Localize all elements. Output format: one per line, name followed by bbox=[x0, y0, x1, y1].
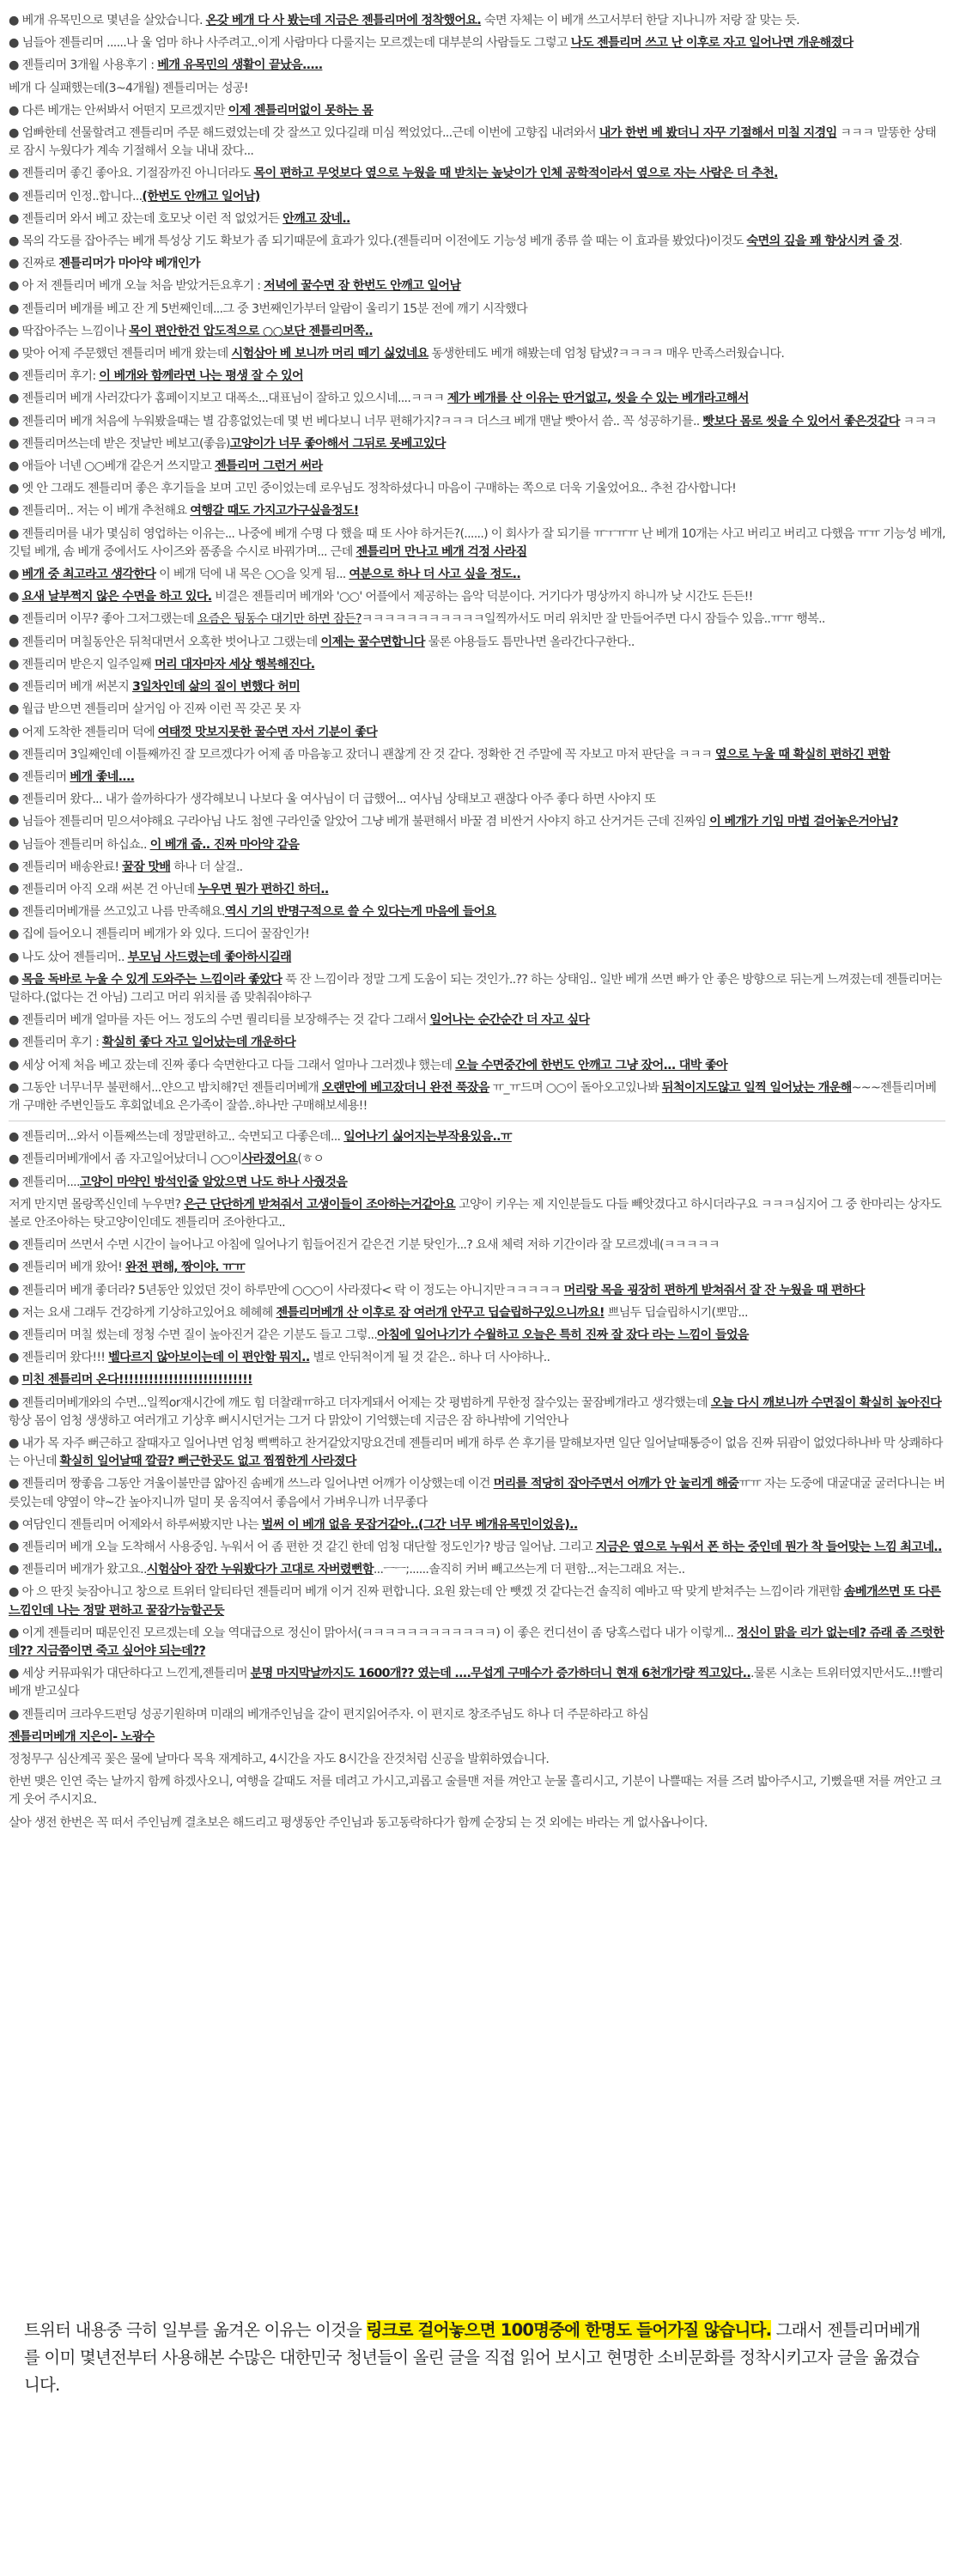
review-item bbox=[9, 435, 945, 453]
review-item bbox=[9, 678, 945, 696]
review-item bbox=[9, 836, 945, 854]
footer-text-2: 그래서 젠틀리머베개를 이미 몇년전부터 사용해본 수많은 대한민국 청년들이 올린 글을 직접 읽어 보시고 현명한 소비문화를 정착시키고자 글을 옮겼습니다. bbox=[24, 2320, 921, 2395]
review-text: 항상 몸이 엄청 생생하고 여러개고 기상후 뻐시시던거는 그거 다 맑았이 기억했는데 지금은 잠 하나밖에 기억안나 bbox=[9, 1413, 568, 1428]
review-item bbox=[9, 1394, 945, 1431]
review-item bbox=[9, 903, 945, 921]
highlight-text: 옆으로 누울 때 확실히 편하긴 편함 bbox=[714, 747, 890, 762]
review-text: 비결은 젠틀리머 베개와 '○○' 어플에서 제공하는 음악 덕분이다. 거기다가 명상까지 하니까 낮 시간도 든든!! bbox=[211, 590, 753, 605]
review-item bbox=[9, 1327, 945, 1345]
highlight-text: 저녁에 꿀수면 잠 한번도 안깨고 일어남 bbox=[264, 279, 461, 294]
review-text: 하나 더 살걸.. bbox=[170, 860, 243, 874]
review-text: ● 세상 어제 처음 베고 잤는데 진짜 좋다 숙면한다고 다들 그래서 얼마나 그러겠냐 했는데 bbox=[9, 1058, 456, 1072]
highlight-text: 베개 좋네.... bbox=[70, 769, 135, 784]
review-text: 이 베개 덕에 내 목은 ○○을 잊게 됨... bbox=[155, 568, 349, 582]
review-item bbox=[9, 526, 945, 562]
review-text: ● 어제 도착한 젠틀리머 덕에 bbox=[9, 725, 158, 739]
review-item bbox=[9, 1282, 945, 1300]
review-text: .물론 시초는 트위터였지만서도..!!빨리 베개 받고싶다 bbox=[9, 1667, 944, 1699]
highlight-text: 여분으로 하나 더 사고 싶을 정도.. bbox=[349, 568, 521, 582]
review-text: ● bbox=[9, 590, 22, 605]
review-item bbox=[9, 480, 945, 498]
review-item bbox=[9, 656, 945, 674]
review-item bbox=[9, 210, 945, 228]
review-text: ● 젠틀리머 쓰면서 수면 시간이 늘어나고 아침에 일어나기 힘들어진거 같은건 기분 탓인가...? 요새 체력 저하 기간이라 잘 모르겠네(ㅋㅋㅋㅋㅋ bbox=[9, 1238, 720, 1253]
highlight-text: 분명 마지막날까지도 1600개?? 였는데 ....무섭게 구매수가 증가하더니 현재 6천개가량 찍고있다.. bbox=[250, 1667, 751, 1681]
review-item bbox=[9, 611, 945, 629]
review-text: (ㅎㅇ bbox=[297, 1152, 325, 1167]
highlight-text: 꿀잠 맛배 bbox=[122, 860, 171, 874]
review-item bbox=[9, 701, 945, 719]
review-text: ...ㅡㅡ;......솔직히 커버 빼고쓰는게 더 편함...저는그래요 저는.. bbox=[373, 1563, 685, 1577]
highlight-text: 머리를 적당히 잡아주면서 어깨가 안 눌리게 해줌 bbox=[493, 1477, 739, 1492]
review-text: ● 내가 목 자주 뻐근하고 잘때자고 일어나면 엄청 뻑뻑하고 찬거같았지망요건데 젠틀리머 베개 하루 쓴 후기를 말해보자면 일단 일어날때통증이 없음 진짜 뒤괌이 없었다하나바 막 상쾌하다는 아닌데 bbox=[9, 1437, 943, 1469]
review-item bbox=[9, 1665, 945, 1701]
review-item bbox=[9, 1349, 945, 1367]
review-text: ● bbox=[9, 568, 22, 582]
review-text: ● 젠틀리머 왔다... 내가 쓸까하다가 생각해보니 나보다 울 여사님이 더 급했어... 여사님 상태보고 괜찮다 아주 좋다 하면 사야지 또 bbox=[9, 793, 656, 807]
review-item bbox=[9, 1034, 945, 1052]
review-text: 요즘은 뒹동수 대기만 하면 잠든? bbox=[197, 612, 362, 627]
review-item bbox=[9, 1814, 945, 1832]
highlight-text: 지금은 옆으로 누워서 폰 하는 중인데 뭔가 착 들어맞는 느낌 최고네.. bbox=[595, 1540, 942, 1555]
review-item bbox=[9, 34, 945, 52]
highlight-text: (한번도 안깨고 일어남) bbox=[142, 189, 260, 204]
review-item bbox=[9, 1539, 945, 1557]
review-text: ● 젠틀리머 좋긴 좋아요. 기절잠까진 아니더라도 bbox=[9, 167, 254, 181]
review-item bbox=[9, 746, 945, 764]
review-text: ● 엣 안 그래도 젠틀리머 좋은 후기들을 보며 고민 중이었는데 로우님도 정착하셨다니 마음이 구매하는 쪽으로 더욱 기울었어요.. 추천 감사합니다! bbox=[9, 482, 737, 496]
review-text: ~~~젠틀리머베개 구매한 주변인들도 후회없네요 은가족이 잘씀..하나만 구매해보세용!! bbox=[9, 1080, 937, 1113]
review-item bbox=[9, 971, 945, 1007]
highlight-text: 젠틀리머베개 산 이후로 잠 여러개 안꾸고 딥슬립하구있으니까요! bbox=[276, 1305, 605, 1320]
highlight-text: 안깨고 잤네.. bbox=[283, 211, 350, 226]
review-item bbox=[9, 413, 945, 431]
review-text: ● 님들아 젠틀리머 ......나 울 엄마 하나 사주려고..이게 사람마다 다룰지는 모르겠는데 대부분의 사람들도 그렇고 bbox=[9, 36, 571, 51]
review-text: ● 세상 커뮤파워가 대단하다고 느낀게,젠틀리머 bbox=[9, 1667, 251, 1681]
highlight-text: 고양이가 너무 좋아해서 그뒤로 못베고있다 bbox=[229, 436, 446, 451]
highlight-text: 미친 젠틀리머 온다!!!!!!!!!!!!!!!!!!!!!!!!!!! bbox=[21, 1373, 252, 1388]
highlight-text: 목이 편안한건 압도적으로 ○○보단 젠틀리머쪽.. bbox=[129, 324, 373, 338]
highlight-text: 젠틀리머 그런거 써라 bbox=[214, 459, 323, 474]
highlight-text: 역시 기의 반명구적으로 쓸 수 있다는게 마음에 들어요 bbox=[224, 905, 496, 920]
review-text: ● 엄빠한테 선물할려고 젠틀리머 주문 해드렸었는데 갓 잘쓰고 있다길래 미심 쩍었었다...근데 이번에 고향집 내려와서 bbox=[9, 126, 599, 141]
review-text: ● 나도 샀어 젠틀리머.. bbox=[9, 950, 128, 964]
review-item bbox=[9, 502, 945, 520]
review-item bbox=[9, 255, 945, 273]
highlight-text: 정신이 맑을 리가 없는데? 쥬래 좀 즈럿한데?? 지금쯤이면 죽고 싶어야 되는데?? bbox=[9, 1625, 945, 1659]
highlight-text: 부모님 사드렸는데 좋아하시길래 bbox=[127, 950, 292, 964]
review-item bbox=[9, 1196, 945, 1232]
review-text: ● 아 저 젠틀리머 베개 오늘 처음 받았거든요후기 : bbox=[9, 279, 264, 294]
review-text: 고양이 키우는 제 지인분들도 다들 빼앗겼다고 하시더라구요 ㅋㅋㅋ심지어 그 중 한마리는 상자도 볼로 안조아하는 탓고양이인데도 젠틀리머 조아한다고.. bbox=[9, 1197, 942, 1230]
review-text: ● 젠틀리머.. 저는 이 베개 추천해요 bbox=[9, 504, 191, 519]
highlight-text: 오늘 수면중간에 한번도 안깨고 그냥 잤어... 대박 좋아 bbox=[455, 1058, 728, 1072]
review-item bbox=[9, 1128, 945, 1146]
review-text: ● 월급 받으면 젠틀리머 살거임 아 진짜 이런 꼭 갖곤 못 자 bbox=[9, 702, 301, 717]
highlight-text: 젠틀리머 만나고 베개 걱정 사라짐 bbox=[355, 544, 527, 559]
review-item bbox=[9, 1561, 945, 1579]
review-item bbox=[9, 1079, 945, 1115]
review-item bbox=[9, 813, 945, 831]
highlight-text: 뒤척이지도않고 일찍 일어났는 개운해 bbox=[661, 1080, 852, 1095]
review-text: ● 젠틀리머.... bbox=[9, 1175, 80, 1189]
review-item bbox=[9, 588, 945, 606]
highlight-text: 벨다르지 않아보이는데 이 편안함 뭐지.. bbox=[108, 1351, 310, 1365]
highlight-text: 온갖 베개 다 사 봤는데 지금은 젠틀리머에 정착했어요. bbox=[205, 14, 482, 27]
review-text: ● 다른 베개는 안써봐서 어떤지 모르겠지만 bbox=[9, 103, 228, 118]
review-text: 저게 만지면 몰랑쪽신인데 누우면? bbox=[9, 1197, 185, 1212]
review-text: ● 진짜로 bbox=[9, 257, 59, 271]
highlight-text: 완전 편해, 짱이야. ㅠㅠ bbox=[125, 1261, 246, 1275]
review-item bbox=[9, 80, 945, 98]
highlight-text: 은근 단단하게 받쳐줘서 고생이들이 조아하는거같아요 bbox=[184, 1197, 456, 1212]
review-text: . bbox=[898, 234, 902, 249]
highlight-text: 솜베개쓰면 또 다른 느낌인데 나는 정말 편하고 꿀잠가능할곤듯 bbox=[9, 1585, 941, 1618]
review-text: 쁘님두 딥슬립하시기(뽀맘... bbox=[604, 1305, 748, 1320]
review-text: ● 젠틀리머 3개월 사용후기 : bbox=[9, 58, 158, 73]
review-item bbox=[9, 1475, 945, 1511]
review-text: ● 젠틀리머 후기: bbox=[9, 369, 100, 384]
highlight-text: 여태껏 맛보지못한 꿀수면 자서 기분이 좋다 bbox=[157, 725, 378, 739]
review-item bbox=[9, 188, 945, 206]
review-text: ● 젠틀리머쓰는데 받은 젓날만 베보고(좋음) bbox=[9, 436, 230, 451]
highlight-text: 제가 베개를 산 이유는 딴거없고, 씻을 수 있는 베개라고해서 bbox=[447, 392, 749, 406]
review-text: ● 이게 젠틀리머 때문인진 모르겠는데 오늘 역대급으로 정신이 맑아서(ㅋㅋㅋㅋㅋㅋㅋㅋㅋㅋㅋㅋ) 이 좋은 컨디션이 좀 당혹스럽다 내가 이렇게... bbox=[9, 1625, 738, 1640]
review-item bbox=[9, 1516, 945, 1534]
review-item bbox=[9, 301, 945, 319]
highlight-text: 나도 젠틀리머 쓰고 난 이후로 자고 일어나면 개운해졌다 bbox=[570, 36, 854, 51]
review-text: ● 젠틀리머 와서 베고 잤는데 호모낫 이런 적 없었거든 bbox=[9, 211, 283, 226]
highlight-text: 베개 유목민의 생활이 끝났음..... bbox=[157, 58, 323, 73]
review-text: ● 젠틀리머 인정..합니다... bbox=[9, 189, 143, 204]
review-item bbox=[9, 458, 945, 476]
review-item bbox=[9, 1174, 945, 1192]
review-text: ● 젠틀리머 3일째인데 이틀째까진 잘 모르겠다가 어제 좀 마음놓고 잤더니 괜찮게 잔 것 같다. 정확한 건 주말에 꼭 자보고 마저 판단을 ㅋㅋㅋ bbox=[9, 747, 715, 762]
review-text: ● 젠틀리머베개를 쓰고있고 나름 만족해요. bbox=[9, 905, 225, 920]
review-text: ● 집에 들어오니 젠틀리머 베개가 와 있다. 드디어 꿀잠인가! bbox=[9, 927, 310, 942]
review-item bbox=[9, 566, 945, 584]
highlight-text: 시험삼아 베 보니까 머리 떼기 싫었네요 bbox=[231, 347, 428, 361]
review-text: ● 젠틀리머 베개 사러갔다가 홈페이지보고 대폭소...대표님이 잘하고 있으시네....ㅋㅋㅋ bbox=[9, 392, 448, 406]
review-item bbox=[9, 949, 945, 967]
review-item bbox=[9, 1773, 945, 1809]
review-item bbox=[9, 791, 945, 809]
review-text: ㅋㅋㅋㅋㅋㅋㅋㅋㅋㅋㅋ일찍까서도 머리 위치만 잘 만들어주면 다시 잠들수 있음..ㅠㅠ 행복.. bbox=[361, 612, 825, 627]
highlight-text: 목을 독바로 누울 수 있게 도와주는 느낌이라 좋았다 bbox=[21, 972, 283, 987]
review-text: 한번 맺은 인연 죽는 날까지 함께 하겠사오니, 여행을 갈때도 저를 데려고 가시고,괴롭고 술를맨 저를 껴안고 눈물 흘리시고, 기분이 나쁠때는 저를 즈려 밟아주시고, 기뻤을땐 저를 껴안고 크게 웃어 주시지요. bbox=[9, 1775, 941, 1807]
review-text: ● 젠틀리머 며칠 썼는데 정청 수면 질이 높아진거 같은 기분도 들고 그렇... bbox=[9, 1327, 378, 1342]
review-text: ● 젠틀리머 베개 얼마를 자든 어느 정도의 수면 퀄리티를 보장해주는 것 같다 그래서 bbox=[9, 1013, 430, 1028]
highlight-text: 일어나기 싫어지는부작용있음..ㅠ bbox=[343, 1130, 512, 1145]
review-text: ㅠ_ㅠ드며 ○○이 돌아오고있나봐 bbox=[489, 1080, 662, 1095]
review-text: ● 젠틀리머 베개가 왔고요.. bbox=[9, 1563, 147, 1577]
review-text: ● 젠틀리머 배송완료! bbox=[9, 860, 123, 874]
review-item bbox=[9, 1012, 945, 1030]
highlight-text: 빳보다 몸로 씻을 수 있어서 좋은것같다 bbox=[702, 414, 900, 428]
highlight-text: 확실히 좋다 자고 일어났는데 개운하다 bbox=[102, 1036, 296, 1050]
review-item bbox=[9, 368, 945, 386]
review-item bbox=[9, 1583, 945, 1619]
review-text: ● bbox=[9, 972, 22, 987]
review-item bbox=[9, 1435, 945, 1471]
review-text: ● 젠틀리머 베개를 베고 잔 게 5번째인데...그 중 3번째인가부터 알람이 울리기 15분 전에 깨기 시작했다 bbox=[9, 301, 527, 316]
review-text: ● bbox=[9, 1373, 22, 1388]
review-text: ● 젠틀리머 아직 오래 써본 건 아닌데 bbox=[9, 882, 198, 896]
review-text: ● 애들아 너넨 ○○베개 같은거 쓰지말고 bbox=[9, 459, 215, 474]
review-item bbox=[9, 125, 945, 161]
review-text: ● 젠틀리머 받은지 일주일째 bbox=[9, 657, 155, 671]
review-text: ● 맞아 어제 주문했던 젠틀리머 베개 왔는데 bbox=[9, 347, 232, 361]
review-item bbox=[9, 165, 945, 183]
review-text: 베개 다 실패했는데(3~4개월) 젠틀리머는 성공! bbox=[9, 81, 248, 95]
review-item bbox=[9, 1371, 945, 1389]
footer-highlight: 링크로 걸어놓으면 100명중에 한명도 들어가질 않습니다. bbox=[366, 2320, 772, 2340]
review-text: ● 그동안 너무너무 불편해서...얀으고 밤치해?던 젠틀리머베개 bbox=[9, 1080, 322, 1095]
review-text: ● 젠틀리머 왔다!!! bbox=[9, 1351, 109, 1365]
highlight-text: 젠틀리머가 마아약 베개인가 bbox=[58, 257, 200, 271]
review-item bbox=[9, 724, 945, 742]
highlight-text: 젠틀리머베개 지은이- 노광수 bbox=[9, 1729, 155, 1744]
review-text: ● 여담인디 젠틀리머 어제와서 하루써봤지만 나는 bbox=[9, 1517, 262, 1532]
review-text: ㅋㅋㅋ bbox=[899, 414, 937, 428]
review-text: ● 젠틀리머 베개 처음에 누워봤을때는 별 감흥없었는데 몇 번 베다보니 너무 편해가지?ㅋㅋㅋ 더스크 베개 맨날 빳아서 씀.. 꼭 성공하기를.. bbox=[9, 414, 703, 428]
review-text: ㅋㅋㅋ 말똥한 상태로 잠시 누웠다가 계속 기절해서 오늘 내내 잤다... bbox=[9, 126, 936, 159]
review-text: 물론 야용들도 틈만나면 올라간다구한다.. bbox=[424, 635, 635, 649]
review-item bbox=[9, 1236, 945, 1255]
highlight-text: 고양이 마약인 방석인줄 알았으면 나도 하나 사줬것음 bbox=[79, 1175, 348, 1189]
highlight-text: 오늘 다시 깨보니까 수면질이 확실히 높아진다 bbox=[710, 1395, 942, 1410]
review-text: 동생한테도 베개 해봤는데 엄청 탐냈?ㅋㅋㅋㅋ 매우 만족스러웠습니다. bbox=[428, 347, 785, 361]
review-text: ● 젠틀리머 이무? 좋아 그저그랬는데 bbox=[9, 612, 197, 627]
review-item bbox=[9, 277, 945, 295]
review-text: ● 님들아 젠틀리머 하십쇼.. bbox=[9, 837, 150, 852]
highlight-text: 머리 대자마자 세상 행복해진다. bbox=[154, 657, 315, 671]
review-item bbox=[9, 1751, 945, 1769]
review-text: ● 목의 각도를 잡아주는 베개 특성상 기도 확보가 좀 되기때문에 효과가 있다.(젠틀리머 이전에도 기능성 베개 종류 쓸 때는 이 효과를 봤었다)이것도 bbox=[9, 234, 747, 249]
review-text: ● 베개 유목민으로 몇년을 살았습니다. bbox=[9, 14, 206, 27]
review-item bbox=[9, 926, 945, 944]
footer-text-1: 트위터 내용중 극히 일부를 옮겨온 이유는 이것을 bbox=[24, 2320, 367, 2340]
review-item bbox=[9, 1151, 945, 1169]
highlight-text: 이 베개가 기임 마법 걸어놓은거아님? bbox=[709, 815, 898, 829]
highlight-text: 벌써 이 베개 없음 못잡거같아..(그간 너무 베개유목민이었음).. bbox=[261, 1517, 578, 1532]
highlight-text: 사라졌어요 bbox=[241, 1152, 298, 1167]
review-text: ● 젠틀리머...와서 이틀째쓰는데 정말편하고.. 숙면되고 다좋은데... bbox=[9, 1130, 344, 1145]
review-item bbox=[9, 233, 945, 251]
review-text: ● 아 으 딴짓 늦잠아니고 창으로 트위터 알티타던 젠틀리머 베개 이거 진짜 편합니다. 요원 왔는데 안 뺏겠 것 같다는건 솔직히 예바고 딱 맞게 받쳐주는 느낌이라 개편함 bbox=[9, 1585, 844, 1600]
review-text: ● 젠틀리머베개와의 수면...일찍or재시간에 깨도 힘 더찰래ㅠ하고 더자게돼서 어제는 갓 평범하게 무한정 잘수있는 꿀잠베개라고 생각했는데 bbox=[9, 1395, 711, 1410]
review-item bbox=[9, 345, 945, 363]
review-text: ● 젠틀리머 베개 좋더라? 5년동안 있었던 것이 하루만에 ○○○이 사라졌다< 락 이 정도는 아니지만ㅋㅋㅋㅋㅋ bbox=[9, 1283, 564, 1297]
review-item bbox=[9, 390, 945, 408]
highlight-text: 내가 한번 베 봤더니 자꾸 기절해서 미칠 지경임 bbox=[599, 126, 837, 141]
highlight-text: 시험삼아 잠깐 누워봤다가 고대로 자버렸뻔함 bbox=[146, 1563, 374, 1577]
review-item bbox=[9, 1625, 945, 1661]
review-item bbox=[9, 1259, 945, 1277]
review-item bbox=[9, 102, 945, 120]
review-text: ● 저는 요새 그래두 건강하게 기상하고있어요 헤헤헤 bbox=[9, 1305, 276, 1320]
highlight-text: 누우면 뭔가 편하긴 하더.. bbox=[197, 882, 329, 896]
review-text: ● 젠틀리머 짱좋음 그동안 겨울이불만큼 얇아진 솜베개 쓰느라 일어나면 어깨가 이상했는데 이건 bbox=[9, 1477, 494, 1492]
highlight-text: 머리랑 목을 굉장히 편하게 받쳐줘서 잘 잔 누웠을 때 편하다 bbox=[563, 1283, 865, 1297]
review-text: ㅠㅠ 자는 도중에 대굴대굴 굴러다니는 버릇있는데 양옆이 약~간 높아지니까 덜미 못 움직여서 좋음에서 가벼우니까 너무좋다 bbox=[9, 1477, 945, 1510]
footer-note bbox=[24, 2317, 930, 2399]
review-text: ● 젠틀리머 며칠동안은 뒤척대면서 오혹한 벗어나고 그랬는데 bbox=[9, 635, 321, 649]
review-text: ● 님들아 젠틀리머 믿으셔야해요 구라아님 나도 첨엔 구라인줄 알았어 그냥 베개 불편해서 바꿀 겸 비싼거 사야지 하고 산거거든 근데 진짜임 bbox=[9, 815, 710, 829]
review-item bbox=[9, 1728, 945, 1747]
highlight-text: 일어나는 순간순간 더 자고 싶다 bbox=[429, 1013, 590, 1028]
review-item bbox=[9, 12, 945, 30]
review-text: ● 젠틀리머베개에서 좀 자고일어났더니 ○○이 bbox=[9, 1152, 242, 1167]
review-item bbox=[9, 323, 945, 341]
review-item bbox=[9, 1706, 945, 1724]
review-item bbox=[9, 57, 945, 75]
highlight-text: 여행갈 때도 가지고가구싶을정도! bbox=[190, 504, 359, 519]
highlight-text: 베개 중 최고라고 생각한다 bbox=[21, 568, 156, 582]
review-text: 별로 안뒤척이게 될 것 같은.. 하나 더 사야하나.. bbox=[309, 1351, 550, 1365]
review-text: ● 젠틀리머 크라우드펀딩 성공기원하며 미래의 베개주인님을 갈이 편지읽어주자. 이 편지로 창조주님도 하나 더 주문하라고 하심 bbox=[9, 1707, 649, 1722]
highlight-text: 확실히 일어날때 깔끔? 뻐근한곳도 없고 찜찜한게 사라졌다 bbox=[59, 1455, 356, 1469]
review-text: 푹 잔 느낌이라 정말 그게 도움이 되는 것인가..?? 하는 상태임.. 일반 베개 쓰면 빠가 안 좋은 방향으로 뒤는게 느껴졌는데 젠틀리머는 덜하다.(없다는 건 아님) 그리고 머리 위치를 좀 맞춰줘야하구 bbox=[9, 972, 942, 1005]
review-text: ● 젠틀리머 베개 오늘 도착해서 사용중임. 누워서 어 좀 편한 것 같긴 한데 엄청 대단할 정도인가? 방금 일어남. 그리고 bbox=[9, 1540, 596, 1555]
highlight-text: 3일차인데 삶의 질이 변했다 허미 bbox=[131, 680, 301, 695]
review-text: ● 젠틀리머를 내가 몇심히 영업하는 이유는... 나중에 베개 수명 다 했을 때 또 사야 하거든?(......) 이 회사가 잘 되기를 ㅠㅜㅠㅠ 난 베개 10개는 사고 버리고 버리고 다했음 ㅠㅠ 기능성 베개, 깃털 베개, 솜 베개 중에서도 사이즈와 품종을 수시로 바꿔가며... 근데 bbox=[9, 526, 945, 559]
review-text: ● 젠틀리머 베개 써본지 bbox=[9, 680, 132, 695]
highlight-text: 이 베개와 함께라면 나는 평생 잘 수 있어 bbox=[99, 369, 303, 384]
review-item bbox=[9, 1304, 945, 1322]
highlight-text: 목이 편하고 무엇보다 옆으로 누웠을 때 받치는 높낮이가 인체 공학적이라서 옆으로 자는 사람은 더 추천. bbox=[253, 167, 778, 181]
review-text: 살아 생전 한번은 꼭 떠서 주인님께 결초보은 해드리고 평생동안 주인님과 동고동락하다가 함께 순장되 는 것 외에는 바라는 게 없사옵나이다. bbox=[9, 1815, 708, 1830]
review-text: ● 딱잡아주는 느낌이나 bbox=[9, 324, 130, 338]
highlight-text: 이제는 꿀수면합니다 bbox=[320, 635, 425, 649]
highlight-text: 오랜만에 베고잤더니 완전 푹잤음 bbox=[321, 1080, 489, 1095]
highlight-text: 요새 날부쩍지 않은 수면을 하고 있다. bbox=[21, 590, 212, 605]
review-text: ● 젠틀리머 베개 왔어! bbox=[9, 1261, 125, 1275]
highlight-text: 숙면의 깊을 꽤 향상시켜 줄 것 bbox=[746, 234, 899, 249]
review-item bbox=[9, 1057, 945, 1075]
review-text: ● 젠틀리머 후기 : bbox=[9, 1036, 103, 1050]
review-item bbox=[9, 769, 945, 787]
review-item bbox=[9, 634, 945, 652]
review-item bbox=[9, 881, 945, 899]
highlight-text: 아침에 일어나기가 수월하고 오늘은 특히 진짜 잘 잤다 라는 느낌이 들었음 bbox=[377, 1327, 749, 1342]
highlight-text: 이제 젠틀리머없이 못하는 몸 bbox=[228, 103, 374, 118]
review-text: 정청무구 심산계곡 꽃은 물에 날마다 목욕 재계하고, 4시간을 자도 8시간을 잔것처럼 신공을 발휘하였습니다. bbox=[9, 1753, 550, 1767]
review-text: ● 젠틀리머 bbox=[9, 769, 70, 784]
highlight-text: 이 베개 줍.. 진짜 마아약 같음 bbox=[149, 837, 300, 852]
review-text: 숙면 자체는 이 베개 쓰고서부터 한달 지나니까 저랑 잘 맞는 듯. bbox=[481, 14, 799, 27]
review-item bbox=[9, 859, 945, 877]
